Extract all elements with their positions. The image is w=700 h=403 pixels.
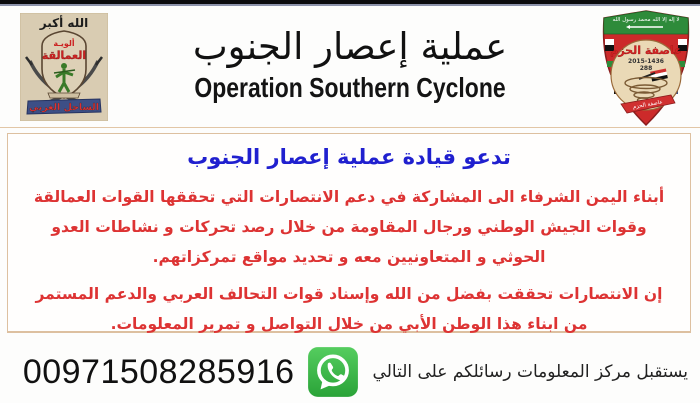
poster-title-english: Operation Southern Cyclone: [194, 72, 506, 104]
shahada-text: لا إله إلا الله محمد رسول الله: [612, 17, 680, 23]
giants-brigades-emblem: [20, 13, 108, 121]
emblem-brigade-word2: العمالقة: [41, 49, 87, 62]
emblem-ribbon-text: الساحل الغربي: [29, 102, 99, 113]
contact-label: يستقبل مركز المعلومات رسائلكم على التالي: [372, 362, 688, 382]
decisive-storm-emblem: [599, 9, 693, 127]
storm-number-text: 288: [639, 65, 653, 72]
whatsapp-phone-number: 00971508285916: [22, 352, 295, 391]
emblem-takbir-text: الله أكبر: [39, 16, 89, 30]
storm-title-text: عاصفة الحزم: [610, 44, 682, 57]
whatsapp-icon: [307, 346, 359, 398]
decisive-storm-emblem-graphic: [599, 9, 693, 127]
poster-title-arabic: عملية إعصار الجنوب: [192, 25, 508, 68]
storm-ribbon-text: عاصفة الحزم: [632, 99, 664, 111]
emblem-brigade-word1: ألويـة: [53, 39, 75, 48]
notice-paragraph-1: أبناء اليمن الشرفاء الى المشاركة في دعم الانتصارات التي تحققها القوات العمالقة وقوات الجيش الوطني ورجال المقاومة من خلال رصد تحركات و نشاطات العدو الحوثي و المتعاونيين معه و تحديد مواقع تمركزاتهم.: [33, 188, 665, 267]
contact-row: [0, 344, 688, 400]
notice-heading: تدعو قيادة عملية إعصار الجنوب: [187, 145, 511, 169]
header-divider: [0, 127, 700, 128]
poster-titles: [150, 24, 550, 104]
giants-brigades-emblem-graphic: [20, 13, 108, 121]
notice-box: [7, 133, 691, 333]
notice-paragraph-2: إن الانتصارات تحققت بفضل من الله وإسناد قوات التحالف العربي والدعم المستمر من ابناء هذا الوطن الأبي من خلال التواصل و تمرير المعلومات.: [35, 284, 663, 333]
poster-header: [0, 6, 700, 127]
storm-years-text: 2015-1436: [628, 58, 664, 65]
